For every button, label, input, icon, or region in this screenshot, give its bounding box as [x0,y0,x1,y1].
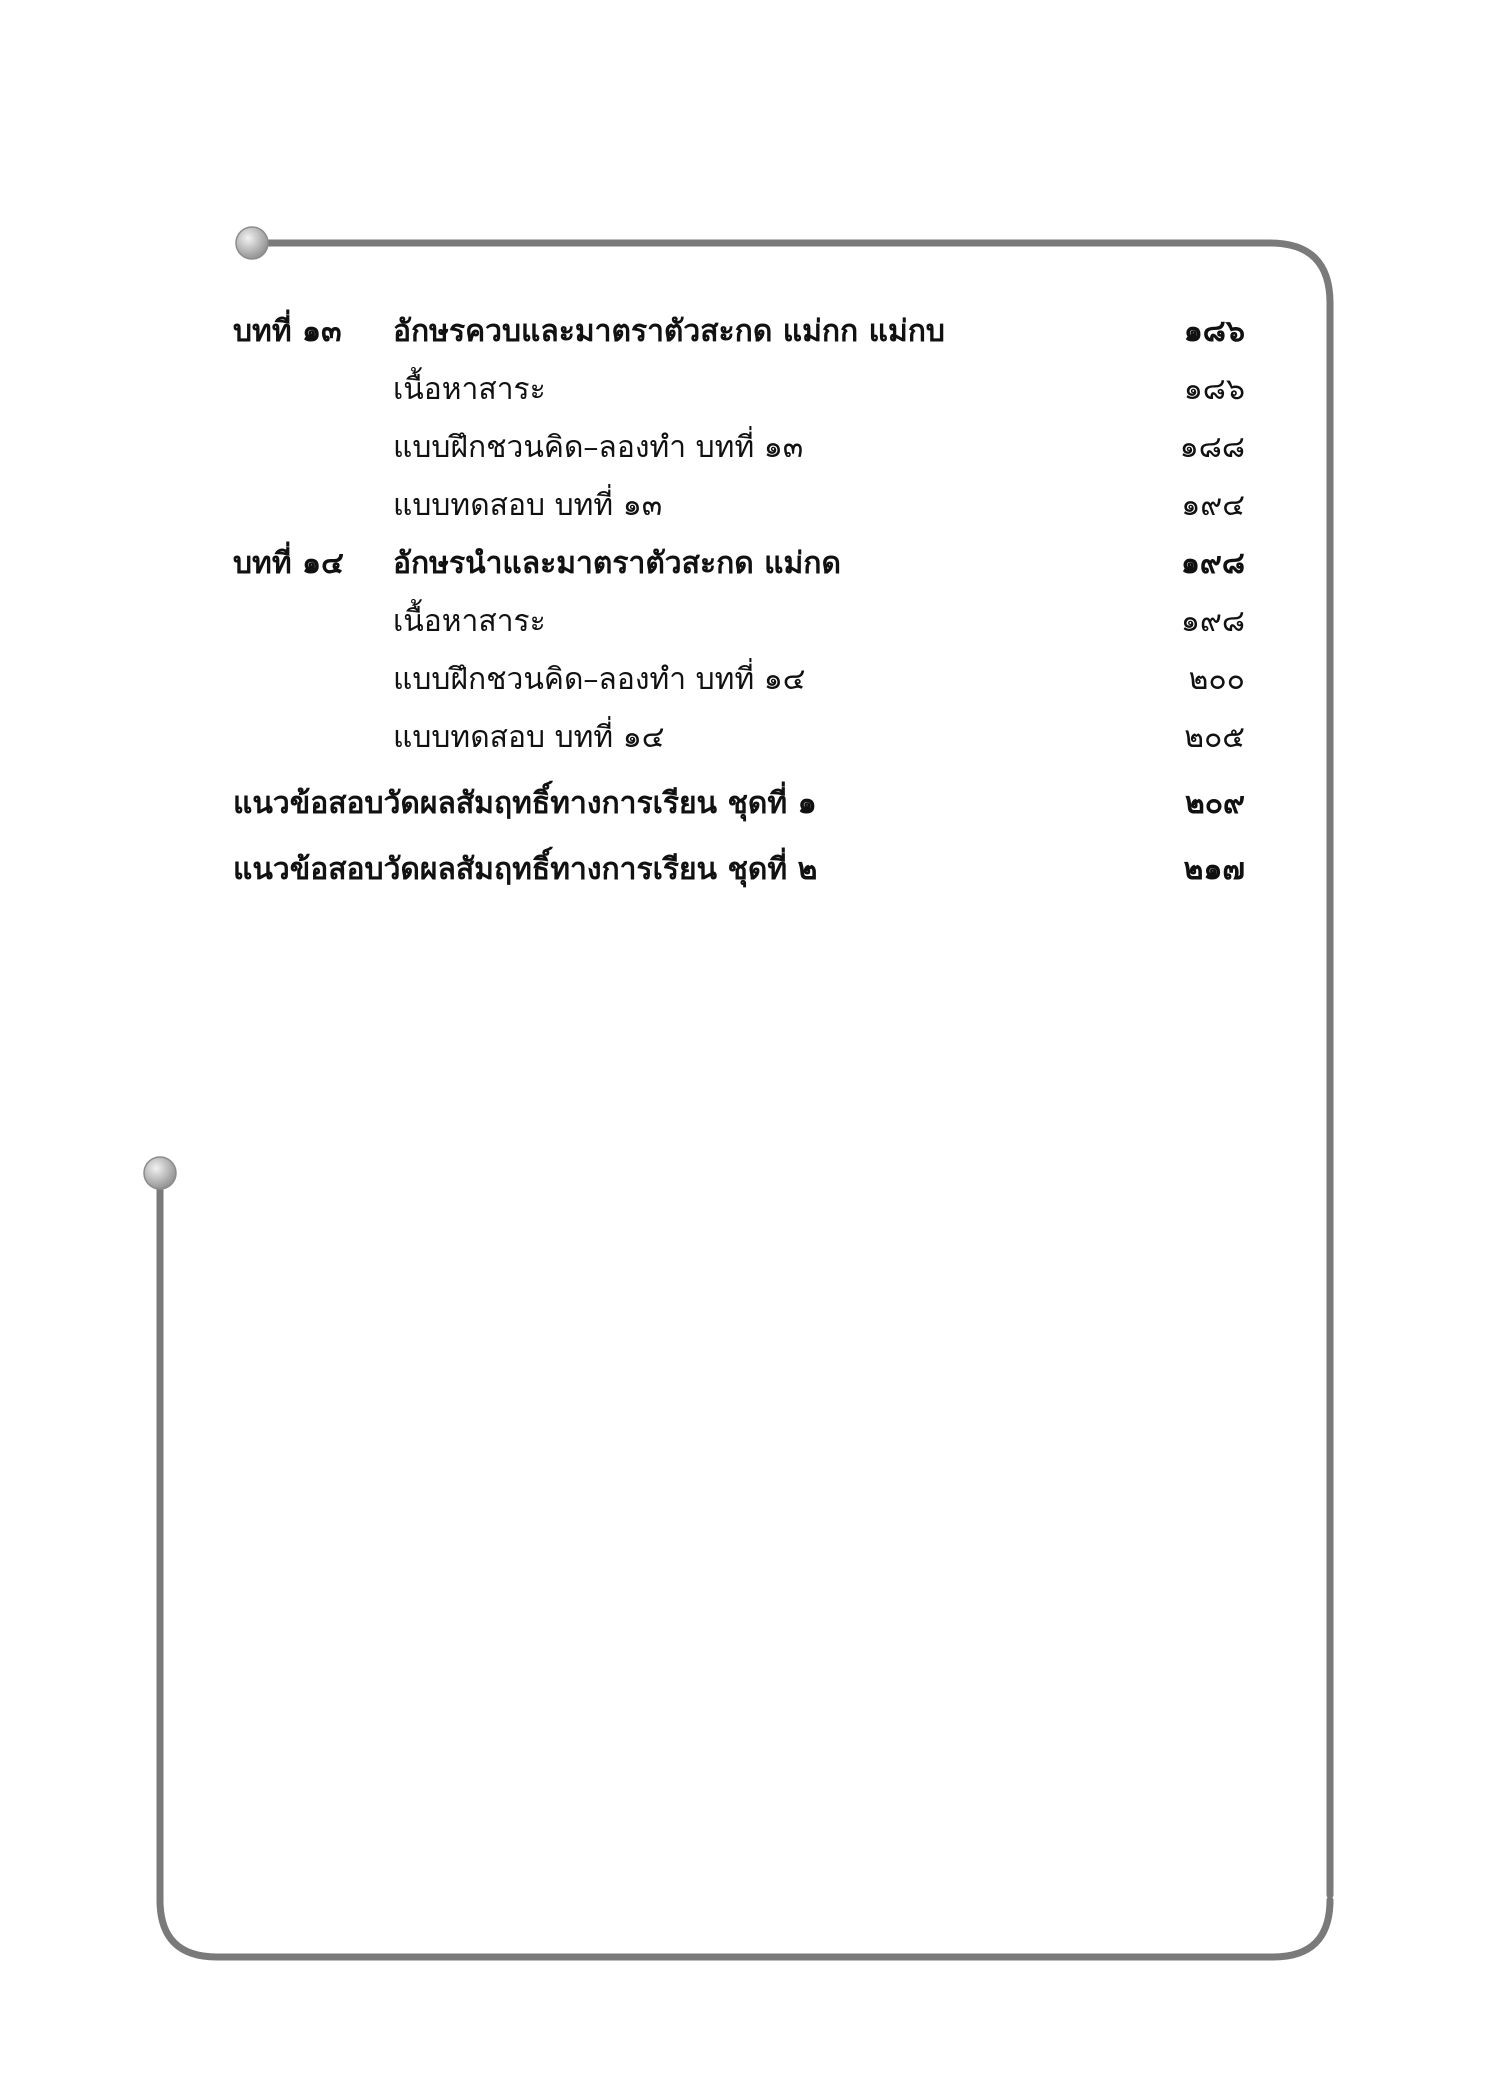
chapter-label: บทที่ ๑๓ [233,314,342,349]
chapter-title: อักษรนำและมาตราตัวสะกด แม่กด [393,546,841,581]
section-title: เนื้อหาสาระ [393,604,546,639]
toc-appendix-set-2[interactable] [233,848,1245,892]
toc-section[interactable] [233,716,1245,760]
page-number: ๑๙๘ [1180,604,1245,639]
chapter-title: อักษรควบและมาตราตัวสะกด แม่กก แม่กบ [393,314,945,349]
page-number: ๑๘๖ [1183,372,1245,407]
appendix-title: แนวข้อสอบวัดผลสัมฤทธิ์ทางการเรียน ชุดที่ ๑ [233,786,817,821]
frame-left-bottom-line [160,1180,1330,1957]
toc-section[interactable] [233,426,1245,470]
chapter-label: บทที่ ๑๔ [233,546,344,581]
section-title: แบบฝึกชวนคิด–ลองทำ บทที่ ๑๓ [393,430,804,465]
toc-section[interactable] [233,658,1245,702]
page-number: ๑๘๘ [1179,430,1245,465]
toc-section[interactable] [233,600,1245,644]
section-title: แบบฝึกชวนคิด–ลองทำ บทที่ ๑๔ [393,662,806,697]
page-number: ๑๙๔ [1181,488,1245,523]
page-number: ๒๐๙ [1184,786,1245,821]
section-title: เนื้อหาสาระ [393,372,546,407]
toc-section[interactable] [233,484,1245,528]
toc-chapter-14[interactable] [233,542,1245,586]
page-number: ๒๑๗ [1183,852,1245,887]
toc-section[interactable] [233,368,1245,412]
appendix-title: แนวข้อสอบวัดผลสัมฤทธิ์ทางการเรียน ชุดที่ ๒ [233,852,818,887]
toc-appendix-set-1[interactable] [233,782,1245,826]
top-bead-icon [236,227,268,259]
section-title: แบบทดสอบ บทที่ ๑๔ [393,720,665,755]
section-title: แบบทดสอบ บทที่ ๑๓ [393,488,663,523]
page-number: ๒๐๕ [1184,720,1245,755]
page-number: ๒๐๐ [1188,662,1245,697]
page-number: ๑๘๖ [1183,314,1245,349]
left-bead-icon [144,1157,176,1189]
page-number: ๑๙๘ [1180,546,1245,581]
toc-chapter-13[interactable] [233,310,1245,354]
